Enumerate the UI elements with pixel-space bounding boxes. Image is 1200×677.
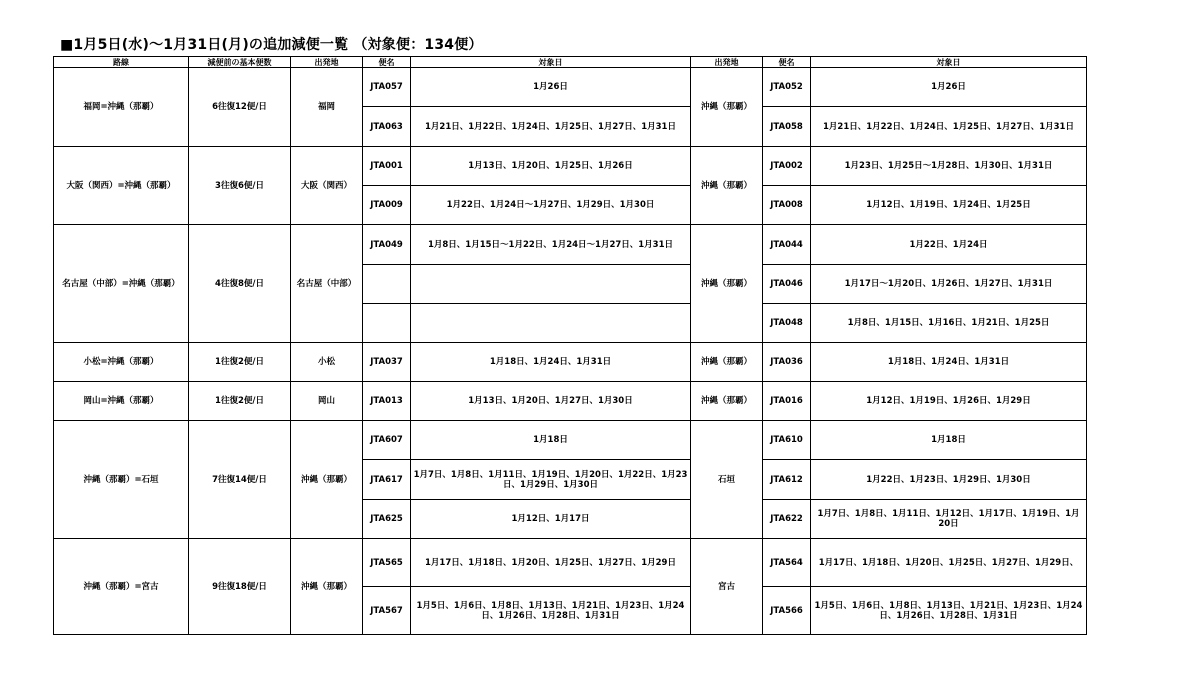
target-dates-return: 1月12日、1月19日、1月24日、1月25日 [811, 186, 1087, 225]
target-dates-return: 1月17日～1月20日、1月26日、1月27日、1月31日 [811, 265, 1087, 304]
table-row [54, 225, 1087, 265]
route-cell: 沖縄（那覇）=石垣 [54, 421, 189, 539]
table-row [54, 539, 1087, 587]
target-dates-outbound: 1月26日 [411, 68, 691, 107]
origin-outbound-cell: 福岡 [291, 68, 363, 147]
page-title: ■1月5日(水)～1月31日(月)の追加減便一覧 （対象便：134便） [60, 37, 483, 53]
flight-reduction-table [53, 56, 1087, 635]
origin-outbound-cell: 沖縄（那覇） [291, 539, 363, 635]
flight-number-return: JTA566 [763, 587, 811, 635]
target-dates-return: 1月12日、1月19日、1月26日、1月29日 [811, 382, 1087, 421]
target-dates-outbound: 1月8日、1月15日～1月22日、1月24日～1月27日、1月31日 [411, 225, 691, 265]
table-body [54, 68, 1087, 635]
target-dates-outbound: 1月7日、1月8日、1月11日、1月19日、1月20日、1月22日、1月23日、1月29日、1月30日 [411, 460, 691, 500]
header-origin-return: 出発地 [691, 57, 763, 68]
target-dates-outbound [411, 304, 691, 343]
flight-number-return: JTA016 [763, 382, 811, 421]
target-dates-return: 1月8日、1月15日、1月16日、1月21日、1月25日 [811, 304, 1087, 343]
route-cell: 名古屋（中部）=沖縄（那覇） [54, 225, 189, 343]
header-base-flights: 減便前の基本便数 [189, 57, 291, 68]
flight-number-return: JTA622 [763, 500, 811, 539]
flight-number-return: JTA058 [763, 107, 811, 147]
origin-outbound-cell: 大阪（関西） [291, 147, 363, 225]
flight-number-outbound: JTA617 [363, 460, 411, 500]
table-row [54, 382, 1087, 421]
table-row [54, 147, 1087, 186]
target-dates-return: 1月23日、1月25日～1月28日、1月30日、1月31日 [811, 147, 1087, 186]
flight-number-outbound: JTA567 [363, 587, 411, 635]
header-flight-return: 便名 [763, 57, 811, 68]
flight-number-return: JTA044 [763, 225, 811, 265]
base-flights-cell: 1往復2便/日 [189, 382, 291, 421]
origin-return-cell: 沖縄（那覇） [691, 382, 763, 421]
flight-number-return: JTA612 [763, 460, 811, 500]
header-dates-return: 対象日 [811, 57, 1087, 68]
target-dates-return: 1月26日 [811, 68, 1087, 107]
origin-return-cell: 宮古 [691, 539, 763, 635]
target-dates-outbound: 1月18日 [411, 421, 691, 460]
origin-outbound-cell: 沖縄（那覇） [291, 421, 363, 539]
origin-return-cell: 沖縄（那覇） [691, 68, 763, 147]
flight-number-outbound: JTA001 [363, 147, 411, 186]
origin-return-cell: 石垣 [691, 421, 763, 539]
table-row [54, 421, 1087, 460]
flight-number-return: JTA008 [763, 186, 811, 225]
flight-number-return: JTA036 [763, 343, 811, 382]
header-route: 路線 [54, 57, 189, 68]
flight-number-return: JTA052 [763, 68, 811, 107]
table-header-row [54, 57, 1087, 68]
target-dates-outbound: 1月5日、1月6日、1月8日、1月13日、1月21日、1月23日、1月24日、1月26日、1月28日、1月31日 [411, 587, 691, 635]
header-origin-outbound: 出発地 [291, 57, 363, 68]
target-dates-return: 1月18日 [811, 421, 1087, 460]
origin-return-cell: 沖縄（那覇） [691, 225, 763, 343]
route-cell: 大阪（関西）=沖縄（那覇） [54, 147, 189, 225]
flight-number-outbound: JTA037 [363, 343, 411, 382]
target-dates-return: 1月5日、1月6日、1月8日、1月13日、1月21日、1月23日、1月24日、1月26日、1月28日、1月31日 [811, 587, 1087, 635]
base-flights-cell: 3往復6便/日 [189, 147, 291, 225]
target-dates-outbound: 1月12日、1月17日 [411, 500, 691, 539]
target-dates-return: 1月21日、1月22日、1月24日、1月25日、1月27日、1月31日 [811, 107, 1087, 147]
flight-number-outbound: JTA013 [363, 382, 411, 421]
origin-outbound-cell: 名古屋（中部） [291, 225, 363, 343]
flight-number-outbound: JTA063 [363, 107, 411, 147]
header-dates-outbound: 対象日 [411, 57, 691, 68]
flight-number-outbound: JTA057 [363, 68, 411, 107]
flight-number-outbound: JTA565 [363, 539, 411, 587]
target-dates-return: 1月22日、1月24日 [811, 225, 1087, 265]
base-flights-cell: 9往復18便/日 [189, 539, 291, 635]
flight-number-outbound: JTA607 [363, 421, 411, 460]
target-dates-return: 1月17日、1月18日、1月20日、1月25日、1月27日、1月29日、 [811, 539, 1087, 587]
target-dates-outbound: 1月22日、1月24日～1月27日、1月29日、1月30日 [411, 186, 691, 225]
target-dates-outbound [411, 265, 691, 304]
target-dates-outbound: 1月17日、1月18日、1月20日、1月25日、1月27日、1月29日 [411, 539, 691, 587]
base-flights-cell: 6往復12便/日 [189, 68, 291, 147]
base-flights-cell: 7往復14便/日 [189, 421, 291, 539]
header-flight-outbound: 便名 [363, 57, 411, 68]
base-flights-cell: 1往復2便/日 [189, 343, 291, 382]
target-dates-outbound: 1月18日、1月24日、1月31日 [411, 343, 691, 382]
route-cell: 小松=沖縄（那覇） [54, 343, 189, 382]
flight-number-outbound: JTA049 [363, 225, 411, 265]
flight-number-return: JTA002 [763, 147, 811, 186]
target-dates-outbound: 1月13日、1月20日、1月27日、1月30日 [411, 382, 691, 421]
origin-outbound-cell: 岡山 [291, 382, 363, 421]
target-dates-return: 1月7日、1月8日、1月11日、1月12日、1月17日、1月19日、1月20日 [811, 500, 1087, 539]
flight-number-return: JTA564 [763, 539, 811, 587]
target-dates-return: 1月22日、1月23日、1月29日、1月30日 [811, 460, 1087, 500]
flight-number-outbound [363, 265, 411, 304]
origin-outbound-cell: 小松 [291, 343, 363, 382]
route-cell: 福岡=沖縄（那覇） [54, 68, 189, 147]
flight-number-outbound: JTA625 [363, 500, 411, 539]
flight-number-return: JTA046 [763, 265, 811, 304]
target-dates-outbound: 1月21日、1月22日、1月24日、1月25日、1月27日、1月31日 [411, 107, 691, 147]
flight-number-return: JTA048 [763, 304, 811, 343]
base-flights-cell: 4往復8便/日 [189, 225, 291, 343]
flight-number-return: JTA610 [763, 421, 811, 460]
target-dates-return: 1月18日、1月24日、1月31日 [811, 343, 1087, 382]
origin-return-cell: 沖縄（那覇） [691, 343, 763, 382]
target-dates-outbound: 1月13日、1月20日、1月25日、1月26日 [411, 147, 691, 186]
flight-number-outbound [363, 304, 411, 343]
origin-return-cell: 沖縄（那覇） [691, 147, 763, 225]
table-row [54, 343, 1087, 382]
flight-number-outbound: JTA009 [363, 186, 411, 225]
table-row [54, 68, 1087, 107]
route-cell: 岡山=沖縄（那覇） [54, 382, 189, 421]
route-cell: 沖縄（那覇）=宮古 [54, 539, 189, 635]
